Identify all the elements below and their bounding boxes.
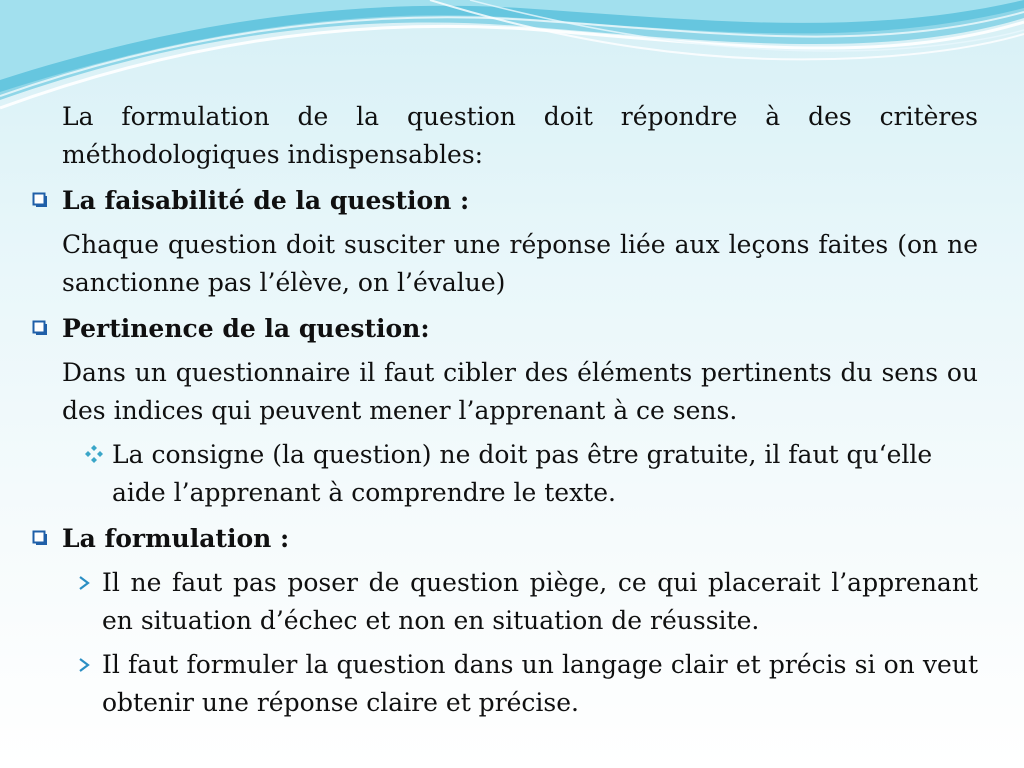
pertinence-subitem-line2: aide l’apprenant à comprendre le texte. [112, 478, 616, 507]
heading-faisabilite-text: La faisabilité de la question : [62, 186, 470, 215]
heading-faisabilite [62, 182, 978, 220]
slide-content [0, 98, 1024, 722]
square-outline-icon [32, 530, 47, 545]
formulation-item-2 [102, 646, 978, 722]
intro-paragraph: La formulation de la question doit répondre à des critères méthodologiques indispensables: [62, 102, 978, 169]
heading-formulation-text: La formulation : [62, 524, 290, 553]
pertinence-subitem-line1: La consigne (la question) ne doit pas être gratuite, il faut qu‘elle [112, 440, 933, 469]
pertinence-paragraph: Dans un questionnaire il faut cibler des éléments pertinents du sens ou des indices qui peuvent mener l’apprenant à ce sens. [62, 358, 978, 425]
four-diamond-icon [84, 444, 104, 464]
heading-pertinence-text: Pertinence de la question: [62, 314, 430, 343]
square-outline-icon [32, 320, 47, 335]
formulation-item-2-text: Il faut formuler la question dans un langage clair et précis si on veut obtenir une réponse claire et précise. [102, 650, 978, 717]
chevron-right-icon [76, 575, 92, 591]
chevron-right-icon [76, 657, 92, 673]
formulation-item-1 [102, 564, 978, 640]
heading-pertinence [62, 310, 978, 348]
formulation-item-1-text: Il ne faut pas poser de question piège, ce qui placerait l’apprenant en situation d’échec et non en situation de réussite. [102, 568, 978, 635]
square-outline-icon [32, 192, 47, 207]
pertinence-subitem [112, 436, 978, 512]
heading-formulation [62, 520, 978, 558]
faisabilite-paragraph: Chaque question doit susciter une réponse liée aux leçons faites (on ne sanctionne pas l’élève, on l’évalue) [62, 230, 978, 297]
